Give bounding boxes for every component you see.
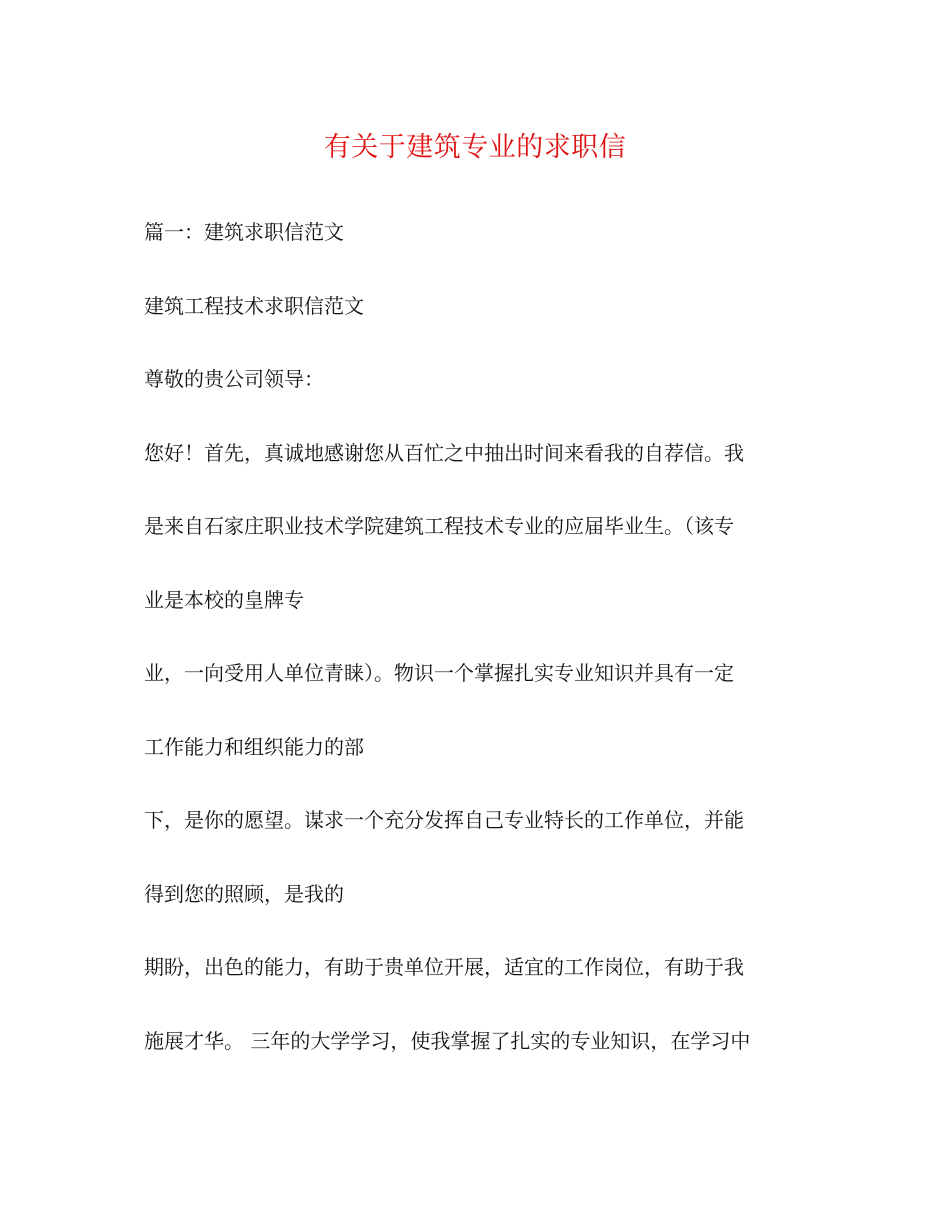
heading-letter-title: 建筑工程技术求职信范文: [144, 293, 364, 318]
body-line: 期盼，出色的能力，有助于贵单位开展，适宜的工作岗位，有助于我: [144, 955, 744, 979]
body-line: 下，是你的愿望。谋求一个充分发挥自己专业特长的工作单位，并能: [144, 808, 744, 832]
body-line: 施展才华。 三年的大学学习，使我掌握了扎实的专业知识，在学习中: [144, 1028, 751, 1053]
document-title: 有关于建筑专业的求职信: [323, 132, 627, 163]
body-line: 工作能力和组织能力的部: [144, 734, 364, 759]
body-line: 得到您的照顾，是我的: [144, 881, 344, 906]
salutation: 尊敬的贵公司领导：: [144, 367, 324, 391]
body-line: 业，一向受用人单位青睐）。物识一个掌握扎实专业知识并具有一定: [144, 661, 734, 685]
body-line: 是来自石家庄职业技术学院建筑工程技术专业的应届毕业生。（该专: [144, 514, 734, 538]
body-line: 业是本校的皇牌专: [144, 587, 304, 612]
document-body: [144, 219, 804, 1101]
body-line: 您好！首先，真诚地感谢您从百忙之中抽出时间来看我的自荐信。我: [144, 440, 744, 465]
heading-section-one: 篇一：建筑求职信范文: [144, 220, 344, 244]
